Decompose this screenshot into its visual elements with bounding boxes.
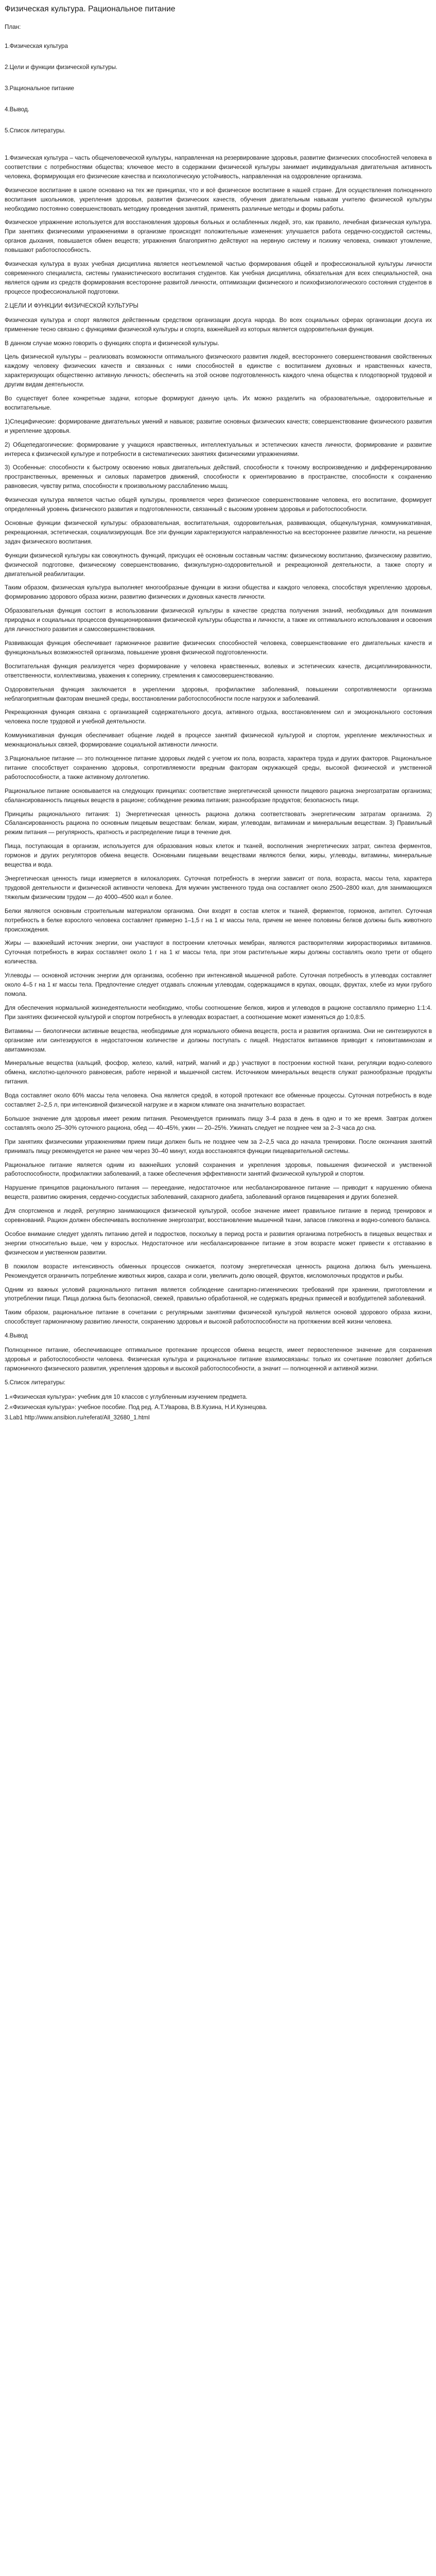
toc-item: 3.Рациональное питание xyxy=(5,85,74,92)
paragraph: Физическая культура в вузах учебная дисциплина является неотъемлемой частью формирования общей и профессиональной культуры личности современного специалиста, системы гуманистического воспитания студентов. Как учебная дисциплина, обязательная для всех специальностей, она является одним из средств формирования всесторонне развитой личности, оптимизации физического и психофизиологического состояния студентов в процессе профессиональной подготовки. xyxy=(5,261,432,295)
section-intro xyxy=(5,154,432,297)
paragraph: Углеводы — основной источник энергии для организма, особенно при интенсивной мышечной работе. Суточная потребность в углеводах составляет около 4–5 г на 1 кг массы тела. Предпочтение следует отдавать сложным углеводам, содержащимся в крупах, овощах, фруктах, хлебе из муки грубого помола. xyxy=(5,972,432,997)
paragraph: 1)Специфические: формирование двигательных умений и навыков; развитие основных физических качеств; совершенствование физического развития и укрепление здоровья. xyxy=(5,418,432,434)
paragraph: Развивающая функция обеспечивает гармоничное развитие физических способностей человека, совершенствование его двигательных качеств и функциональных возможностей организма, повышение уровня физической подготовленности. xyxy=(5,639,432,656)
paragraph: Цель физической культуры – реализовать возможности оптимального физического развития людей, всестороннего совершенствования свойственных каждому человеку физических качеств и связанных с ними способностей в единстве с воспитанием духовных и нравственных качеств, характеризующих общественно активную личность; обеспечить на этой основе подготовленность каждого члена общества к плодотворной трудовой и другим видам деятельности. xyxy=(5,353,432,388)
paragraph: 2) Общепедагогические: формирование у учащихся нравственных, интеллектуальных и эстетических качеств личности, формирование и развитие интереса к физической культуре и потребности в систематических занятиях физическими упражнениями. xyxy=(5,441,432,457)
paragraph: Пища, поступающая в организм, используется для образования новых клеток и тканей, восполнения энергетических затрат, синтеза ферментов, гормонов и других регуляторов обмена веществ. Основными пищевыми веществами являются белки, жиры, углеводы, витамины, минеральные вещества и вода. xyxy=(5,843,432,869)
paragraph: В данном случае можно говорить о функциях спорта и физической культуры. xyxy=(5,340,219,347)
reference-item: 2.«Физическая культура»: учебное пособие. Под ред. А.Т.Уварова, В.В.Кузина, Н.И.Кузнецова. xyxy=(5,1403,268,1411)
paragraph: Во существует более конкретные задачи, которые формируют данную цель. Их можно разделить на образовательные, оздоровительные и воспитательные. xyxy=(5,395,432,411)
paragraph: Физическое воспитание в школе основано на тех же принципах, что и всё физическое воспитание в нашей стране. Для осуществления полноценного воспитания школьников, укрепления здоровья, развития физических качеств, обучения двигательным навыкам учителю физической культуры необходимо постоянно совершенствовать методику проведения занятий, применять различные методы и формы работы. xyxy=(5,187,432,212)
paragraph: Одним из важных условий рационального питания является соблюдение санитарно-гигиенических требований при хранении, приготовлении и употреблении пищи. Пища должна быть безопасной, свежей, правильно обработанной, не содержать вредных примесей и возбудителей заболеваний. xyxy=(5,1286,432,1302)
reference-link[interactable]: 3.Lab1 http://www.ansibion.ru/referat/All_32680_1.html xyxy=(5,1414,150,1421)
toc-item: 1.Физическая культура xyxy=(5,43,68,49)
paragraph: Оздоровительная функция заключается в укреплении здоровья, профилактике заболеваний, повышении сопротивляемости организма неблагоприятным факторам внешней среды, восстановлении работоспособности после нагрузок и заболеваний. xyxy=(5,686,432,702)
paragraph: 1.Физическая культура – часть общечеловеческой культуры, направленная на резервирование здоровья, развитие физических способностей человека в соответствии с потребностями общества; ключевое место в содержании физической культуры занимает индивидуальная двигательная активность человека, формирующая его физические качества и психологическую устойчивость, направленная на оздоровление организма. xyxy=(5,155,432,180)
references-list xyxy=(5,1393,432,1422)
paragraph: Полноценное питание, обеспечивающее оптимальное протекание процессов обмена веществ, имеет первостепенное значение для сохранения здоровья и работоспособности человека. Физическая культура и рациональное питание взаимосвязаны: только их сочетание позволяет добиться гармоничного физического развития, укрепления здоровья и высокой работоспособности, а значит — полноценной и активной жизни. xyxy=(5,1347,432,1372)
paragraph: При занятиях физическими упражнениями прием пищи должен быть не позднее чем за 2–2,5 часа до начала тренировки. После окончания занятий принимать пищу рекомендуется не ранее чем через 30–40 минут, когда восстановятся функции пищеварительной системы. xyxy=(5,1138,432,1155)
toc-item: 2.Цели и функции физической культуры. xyxy=(5,64,118,71)
plan-label: План: xyxy=(5,24,21,30)
paragraph: Особое внимание следует уделять питанию детей и подростков, поскольку в период роста и развития организма потребность в пищевых веществах и энергии относительно выше, чем у взрослых. Недостаточное или несбалансированное питание в этом возрасте может привести к отставанию в физическом и умственном развитии. xyxy=(5,1231,432,1256)
section-heading: 2.ЦЕЛИ И ФУНКЦИИ ФИЗИЧЕСКОЙ КУЛЬТУРЫ xyxy=(5,302,138,309)
paragraph: Физическая культура является частью общей культуры, проявляется через физическое совершенствование человека, его воспитание, формирует определенный уровень физического развития и подготовленности, связанный с высоким уровнем здоровья и работоспособности. xyxy=(5,497,432,513)
paragraph: Минеральные вещества (кальций, фосфор, железо, калий, натрий, магний и др.) участвуют в построении костной ткани, регуляции водно-солевого обмена, кислотно-щелочного равновесия, работе нервной и мышечной систем. Источником минеральных веществ служат разнообразные продукты питания. xyxy=(5,1060,432,1086)
paragraph: Нарушение принципов рационального питания — переедание, недостаточное или несбалансированное питание — приводит к нарушению обмена веществ, развитию ожирения, сердечно-сосудистых заболеваний, сахарного диабета, заболеваний органов пищеварения и других болезней. xyxy=(5,1184,432,1201)
conclusion-heading: 4.Вывод xyxy=(5,1332,28,1340)
paragraph: Рациональное питание является одним из важнейших условий сохранения и укрепления здоровья, повышения физической и умственной работоспособности, профилактики заболеваний, а также обеспечения эффективности занятий физической культурой и спортом. xyxy=(5,1161,432,1178)
paragraph: Функции физической культуры как совокупность функций, присущих её основным составным частям: физическому воспитанию, физическому развитию, физической подготовке, физическому совершенствованию, физкультурно-оздоровительной и рекреационной деятельности, а также спорту и двигательной реабилитации. xyxy=(5,552,432,578)
paragraph: Жиры — важнейший источник энергии, они участвуют в построении клеточных мембран, являются растворителями жирорастворимых витаминов. Суточная потребность в жирах составляет около 1 г на 1 кг массы тела, при этом растительные жиры должны составлять около трети от общего количества. xyxy=(5,940,432,965)
page-title: Физическая культура. Рациональное питание xyxy=(5,5,176,13)
paragraph: Для обеспечения нормальной жизнедеятельности необходимо, чтобы соотношение белков, жиров и углеводов в рационе составляло примерно 1:1:4. При занятиях физической культурой и спортом потребность в углеводах возрастает, а соотношение может изменяться до 1:0,8:5. xyxy=(5,1004,432,1021)
paragraph: Рекреационная функция связана с организацией содержательного досуга, активного отдыха, восстановлением сил и эмоционального состояния человека после трудовой и учебной деятельности. xyxy=(5,709,432,725)
paragraph: Рациональное питание основывается на следующих принципах: соответствие энергетической ценности пищевого рациона энергозатратам организма; сбалансированность пищевых веществ в рационе; соблюдение режима питания; разнообразие продуктов; безопасность пищи. xyxy=(5,787,432,804)
paragraph: Энергетическая ценность пищи измеряется в килокалориях. Суточная потребность в энергии зависит от пола, возраста, массы тела, характера трудовой деятельности и физической активности человека. Для мужчин умственного труда она составляет около 2500–2800 ккал, для занимающихся тяжелым физическим трудом — до 4000–4500 ккал и более. xyxy=(5,875,432,901)
references-heading: 5.Список литературы: xyxy=(5,1379,66,1386)
paragraph: Вода составляет около 60% массы тела человека. Она является средой, в которой протекают все обменные процессы. Суточная потребность в воде составляет 2–2,5 л, при интенсивной физической нагрузке и в жарком климате она значительно возрастает. xyxy=(5,1092,432,1109)
table-of-contents xyxy=(5,42,432,135)
section-conclusion xyxy=(5,1346,432,1374)
paragraph: Большое значение для здоровья имеет режим питания. Рекомендуется принимать пищу 3–4 раза в день в одно и то же время. Завтрак должен составлять около 25–30% суточного рациона, обед — 40–45%, ужин — 20–25%. Ужинать следует не позднее чем за 2–3 часа до сна. xyxy=(5,1115,432,1131)
paragraph: 3.Рациональное питание — это полноценное питание здоровых людей с учетом их пола, возраста, характера труда и других факторов. Рациональное питание способствует сохранению здоровья, сопротивляемости вредным факторам окружающей среды, высокой физической и умственной работоспособности, а также активному долголетию. xyxy=(5,755,432,781)
paragraph: 3) Особенные: способности к быстрому освоению новых двигательных действий, способности к точному воспроизведению и дифференцированию пространственных, временных и силовых параметров движений, способности к ориентированию в пространстве, способности к сохранению равновесия, чувству ритма, способности к произвольному расслаблению мышц. xyxy=(5,464,432,490)
paragraph: Коммуникативная функция обеспечивает общение людей в процессе занятий физической культурой и спортом, укрепление межличностных и межнациональных связей, формирование социальной активности личности. xyxy=(5,732,432,749)
paragraph: Физическая культура и спорт являются действенным средством организации досуга народа. Во всех социальных сферах организации досуга их применение тесно связано с функциями физической культуры и спорта, важнейшей из которых является оздоровительная функция. xyxy=(5,316,432,333)
toc-item: 5.Список литературы. xyxy=(5,127,66,134)
section-nutrition xyxy=(5,754,432,1327)
paragraph: Витамины — биологически активные вещества, необходимые для нормального обмена веществ, роста и развития организма. Они не синтезируются в организме или синтезируются в недостаточном количестве и должны поступать с пищей. Недостаток витаминов приводит к гиповитаминозам и авитаминозам. xyxy=(5,1027,432,1053)
paragraph: Воспитательная функция реализуется через формирование у человека нравственных, волевых и эстетических качеств, дисциплинированности, ответственности, коллективизма, уважения к сопернику, стремления к самосовершенствованию. xyxy=(5,663,432,679)
paragraph: Физическое упражнение используется для восстановления здоровья больных и ослабленных людей, это, как правило, лечебная физическая культура. При занятиях физическими упражнениями в организме происходят положительные изменения: улучшается работа сердечно-сосудистой системы, органов дыхания, повышается обмен веществ; упражнения благоприятно действуют на нервную систему и психику человека, снимают утомление, повышают работоспособность. xyxy=(5,219,432,254)
paragraph: В пожилом возрасте интенсивность обменных процессов снижается, поэтому энергетическая ценность рациона должна быть уменьшена. Рекомендуется ограничить потребление животных жиров, сахара и соли, увеличить долю овощей, фруктов, кисломолочных продуктов и рыбы. xyxy=(5,1263,432,1279)
paragraph: Принципы рационального питания: 1) Энергетическая ценность рациона должна соответствовать энергетическим затратам организма. 2) Сбалансированность рациона по основным пищевым веществам: белкам, жирам, углеводам, витаминам и минеральным веществам. 3) Правильный режим питания — регулярность, кратность и распределение пищи в течение дня. xyxy=(5,810,432,836)
toc-item: 4.Вывод. xyxy=(5,106,29,113)
reference-item: 1.«Физическая культура»: учебник для 10 классов с углубленным изучением предмета. xyxy=(5,1393,248,1400)
section-goals xyxy=(5,316,432,750)
paragraph: Белки являются основным строительным материалом организма. Они входят в состав клеток и тканей, ферментов, гормонов, антител. Суточная потребность в белке взрослого человека составляет примерно 1–1,5 г на 1 кг массы тела, причем не менее половины белков должны быть животного происхождения. xyxy=(5,907,432,933)
paragraph: Основные функции физической культуры: образовательная, воспитательная, оздоровительная, развивающая, общекультурная, коммуникативная, рекреационная, эстетическая, социализирующая. Все эти функции характеризуются направленностью на всестороннее развитие личности, на решение задач физического воспитания. xyxy=(5,520,432,545)
paragraph: Таким образом, рациональное питание в сочетании с регулярными занятиями физической культурой является основой здорового образа жизни, способствует гармоничному развитию личности, сохранению здоровья и высокой работоспособности на протяжении всей жизни человека. xyxy=(5,1309,432,1326)
paragraph: Образовательная функция состоит в использовании физической культуры в качестве средства получения знаний, необходимых для понимания природных и социальных процессов функционирования физической культуры общества и личности, а также их оптимального использования и освоения для личностного развития и самосовершенствования. xyxy=(5,607,432,633)
paragraph: Таким образом, физическая культура выполняет многообразные функции в жизни общества и каждого человека, способствуя укреплению здоровья, формированию здорового образа жизни, развитию физических и духовных качеств личности. xyxy=(5,584,432,601)
paragraph: Для спортсменов и людей, регулярно занимающихся физической культурой, особое значение имеет правильное питание в период тренировок и соревнований. Рацион должен обеспечивать восполнение энергозатрат, восстановление мышечной ткани, запасов гликогена и водно-солевого баланса. xyxy=(5,1208,432,1224)
